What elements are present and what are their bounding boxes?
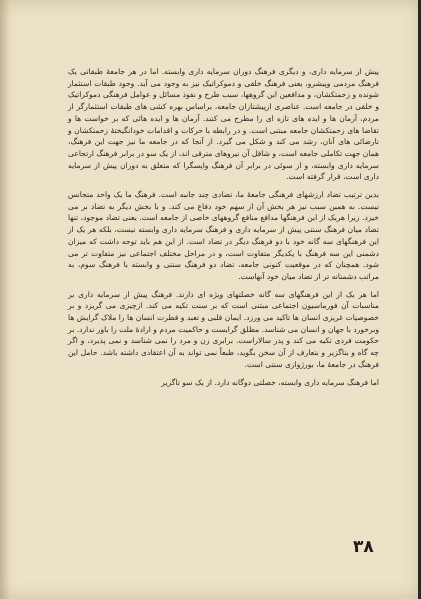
page-fold-shadow — [0, 0, 10, 599]
paragraph-4: اما فرهنگ سرمایه داری وابسته، خصلتی دوگانه دارد. از یک سو تاگزیر — [161, 377, 379, 387]
paragraph-3: اما هر یک از این فرهنگهای سه گانه خصلتهای ویژه ای دارند. فرهنگ پیش از سرمایه داری بر مناسبات آن فورماسیون اجتماعی مبتنی است که بر سنت تکیه می کند. ازچیزی می گریزد و بر خصوصیات غریزی انسان ها تاکید می ورزد. ایمان قلبی و تعبد و فطرت انسان ها را ملاک گرایش ها وبرخورد با جهان و انسان می شناسد. مطلق گرایست و حاکمیت مردم و ارادۀ ملت را باور ندارد. بر حکومت فردی تکیه می کند و پدر سالاراست. برابری زن و مرد را نمی شناسد و نمی پذیرد، و اگر چه گاه و بناگزیر و بتعارف از آن سخن بگوید، طبعاً نمی تواند به آن اعتقادی داشته باشد. حامل این فرهنگ در جامعۀ ما، بورژوازی سنتی است. — [68, 289, 379, 369]
paragraph-1: پیش از سرمایه داری، و دیگری فرهنگ دوران سرمایه داری وابسته. اما در هر جامعۀ طبقاتی یک فرهنگ مردمی وپیشرو، یعنی فرهنگ خلقی و دموکراتیک نیز به وجود می آید. وجود طبقات استثمار شونده و زحمتکشان، و مدافعین این گروهها، سبب طرح و نفوذ مسائل و عوامل فرهنگی دموکراتیک و خلقی در جامعه است. عناصری ازپیشتازان جامعه، براساس بهره کشی های طبقات استثمارگر از مردم، آرمان ها و ایده های تازه ای را مطرح می کنند. آرمان ها و ایده هائی که بر خواست ها و تقاضا های زحمتکشان جامعه مبتنی است. و در رابطه با حرکات و اقدامات خودانگیختۀ زحمتکشان و نارضائی های آنان، رشد می کند و شکل می گیرد. از آنجا که در جامعه ما نیز جهت این فرهنگ، همان جهت تکاملی جامعه است، و شاقل آن نیروهای مترقی اند، از یک سو در برابر فرهنگ ارتجاعی سرمایه داری وابسته، و از سوئی در برابر آن فرهنگ واپسگرا که متعلق به دوران پیش از سرمایه داری است، قرار گرفته است. — [68, 67, 379, 182]
paragraph-2: بدین ترتیب تضاد ارزشهای فرهنگی جامعۀ ما، تضادی چند جانبه است. فرهنگ ما یک واحد متجانس نیست. به همین سبب نیز هر بخش آن از سهم خود دفاع می کند. و با بخش دیگر به تضاد بر می خیزد. زیرا هریک از این فرهنگها مدافع منافع گروههای خاصی از جامعه است. یعنی تضاد موجود، تنها تضاد میان فرهنگ سنتی پیش از سرمایه داری و فرهنگ سرمایه داری وابسته نیست، بلکه هر یک از این فرهنگهای سه گانه خود با دو فرهنگ دیگر در تضاد است. از این هم باید توجه داشت که میزان دشمنی این سه فرهنگ با یکدیگر متفاوت است، و در مراحل مختلف اجتماعی نیز متفاوت تر می شود. همچنان که در موقعیت کنونی جامعه، تضاد دو فرهنگ سنتی و وابسته با فرهنگ سوم، به مراتب دشمنانه تر از تضاد میان خود آنهاست. — [68, 190, 379, 281]
page-number: ۳۸ — [353, 537, 374, 557]
body-text — [68, 66, 379, 388]
